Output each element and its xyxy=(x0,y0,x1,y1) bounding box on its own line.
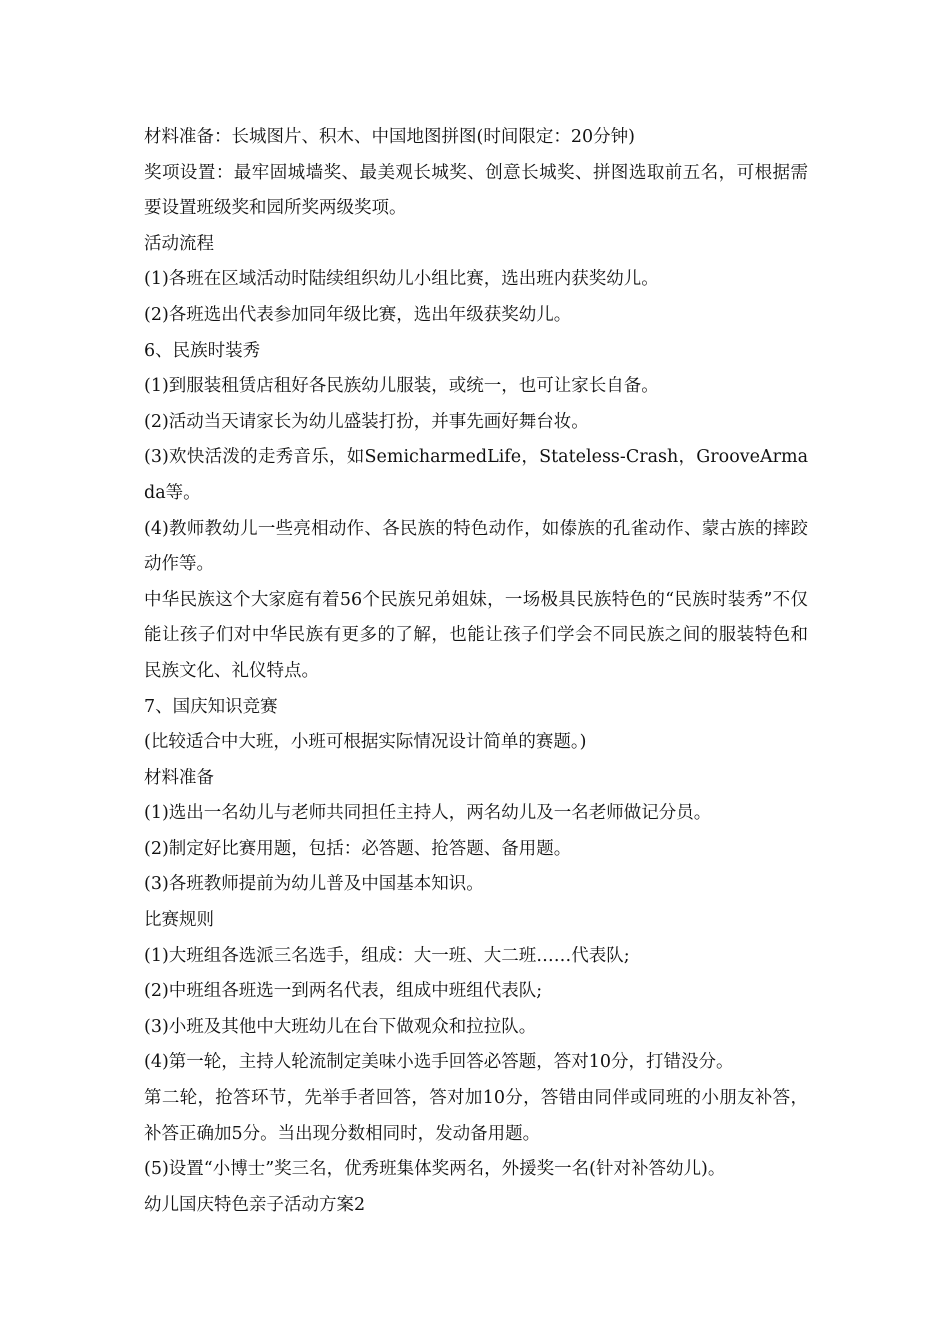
heading-activity-flow: 活动流程 xyxy=(144,233,214,254)
document-body xyxy=(144,120,808,1223)
list-item: (3)小班及其他中大班幼儿在台下做观众和拉拉队。 xyxy=(144,1016,537,1037)
list-item: (2)中班组各班选一到两名代表，组成中班组代表队; xyxy=(144,981,543,1002)
paragraph-materials: 材料准备：长城图片、积木、中国地图拼图(时间限定：20分钟) xyxy=(144,127,635,147)
paragraph-ethnic-description: 中华民族这个大家庭有着56个民族兄弟姐妹，一场极具民族特色的“民族时装秀”不仅能让孩子们对中华民族有更多的了解，也能让孩子们学会不同民族之间的服装特色和民族文化、礼仪特点。 xyxy=(144,589,808,681)
paragraph-second-round: 第二轮，抢答环节，先举手者回答，答对加10分，答错由同伴或同班的小朋友补答，补答正确加5分。当出现分数相同时，发动备用题。 xyxy=(144,1088,808,1144)
list-item: (2)活动当天请家长为幼儿盛装打扮，并事先画好舞台妆。 xyxy=(144,411,589,432)
list-item: (2)制定好比赛用题，包括：必答题、抢答题、备用题。 xyxy=(144,838,572,859)
heading-plan-2: 幼儿国庆特色亲子活动方案2 xyxy=(144,1194,366,1215)
paragraph-awards: 奖项设置：最牢固城墙奖、最美观长城奖、创意长城奖、拼图选取前五名，可根据需要设置班级奖和园所奖两级奖项。 xyxy=(144,162,808,219)
heading-rules: 比赛规则 xyxy=(144,910,214,931)
list-item: (1)选出一名幼儿与老师共同担任主持人，两名幼儿及一名老师做记分员。 xyxy=(144,803,712,824)
list-item: (3)各班教师提前为幼儿普及中国基本知识。 xyxy=(144,874,484,895)
list-item: (3)欢快活泼的走秀音乐，如SemicharmedLife，Stateless-Crash，GrooveArmada等。 xyxy=(144,447,808,503)
list-item: (4)第一轮，主持人轮流制定美味小选手回答必答题，答对10分，打错没分。 xyxy=(144,1052,734,1073)
heading-materials: 材料准备 xyxy=(144,767,214,788)
heading-ethnic-fashion-show: 6、民族时装秀 xyxy=(144,340,261,361)
paragraph-quiz-note: (比较适合中大班，小班可根据实际情况设计简单的赛题。) xyxy=(144,732,587,753)
list-item: (1)大班组各选派三名选手，组成：大一班、大二班……代表队; xyxy=(144,945,630,966)
list-item: (1)各班在区域活动时陆续组织幼儿小组比赛，选出班内获奖幼儿。 xyxy=(144,269,659,290)
heading-national-day-quiz: 7、国庆知识竞赛 xyxy=(144,696,278,717)
list-item: (2)各班选出代表参加同年级比赛，选出年级获奖幼儿。 xyxy=(144,304,572,325)
list-item: (1)到服装租赁店租好各民族幼儿服装，或统一，也可让家长自备。 xyxy=(144,376,659,397)
list-item: (4)教师教幼儿一些亮相动作、各民族的特色动作，如傣族的孔雀动作、蒙古族的摔跤动作等。 xyxy=(144,518,808,575)
list-item: (5)设置“小博士”奖三名，优秀班集体奖两名，外援奖一名(针对补答幼儿)。 xyxy=(144,1159,726,1180)
